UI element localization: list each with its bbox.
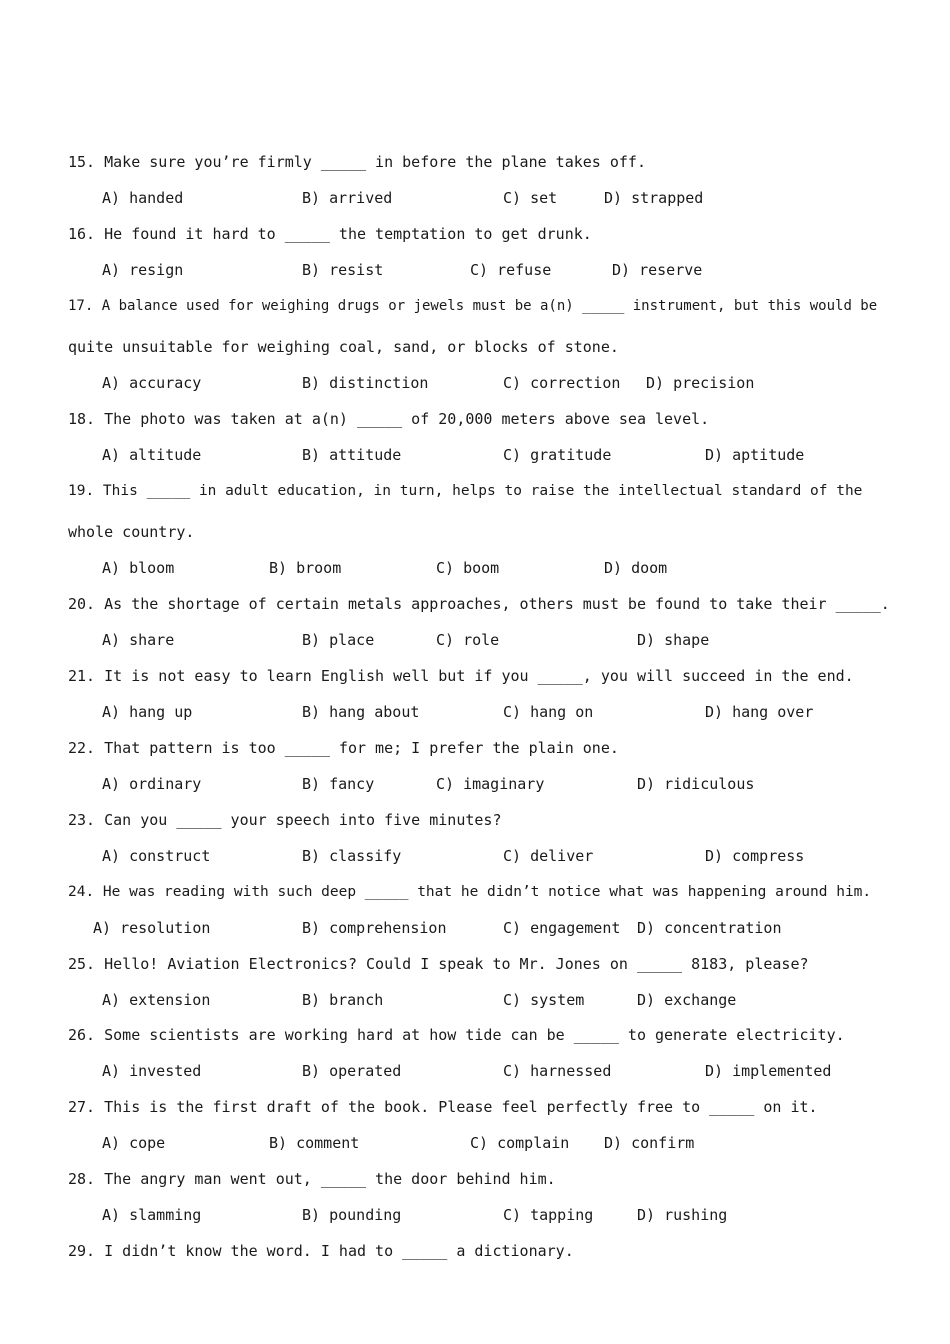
q19-option-a: A) bloom [102, 559, 175, 577]
q21-option-c: C) hang on [503, 703, 594, 721]
q23-option-a: A) construct [102, 847, 211, 865]
question-22: 22. That pattern is too _____ for me; I prefer the plain one. [68, 739, 619, 757]
question-17: 17. A balance used for weighing drugs or jewels must be a(n) _____ instrument, but this would be [68, 298, 878, 314]
q21-option-a: A) hang up [102, 703, 193, 721]
question-19: 19. This _____ in adult education, in turn, helps to raise the intellectual standard of the [68, 483, 863, 499]
q27-option-c: C) complain [470, 1134, 570, 1152]
q25-option-a: A) extension [102, 991, 211, 1009]
q28-option-a: A) slamming [102, 1206, 202, 1224]
q18-option-c: C) gratitude [503, 446, 612, 464]
q24-option-d: D) concentration [637, 919, 782, 937]
q16-option-a: A) resign [102, 261, 184, 279]
q22-option-c: C) imaginary [436, 775, 545, 793]
q16-option-d: D) reserve [612, 261, 703, 279]
question-17-continued: quite unsuitable for weighing coal, sand, or blocks of stone. [68, 338, 619, 356]
q21-option-b: B) hang about [302, 703, 420, 721]
question-18: 18. The photo was taken at a(n) _____ of 20,000 meters above sea level. [68, 410, 710, 428]
q16-option-c: C) refuse [470, 261, 552, 279]
question-24: 24. He was reading with such deep _____ that he didn’t notice what was happening around him. [68, 884, 872, 900]
question-26: 26. Some scientists are working hard at how tide can be _____ to generate electricity. [68, 1026, 845, 1044]
question-20: 20. As the shortage of certain metals approaches, others must be found to take their _____. [68, 595, 890, 613]
q20-option-a: A) share [102, 631, 175, 649]
q23-option-b: B) classify [302, 847, 402, 865]
question-19-continued: whole country. [68, 523, 195, 541]
q26-option-d: D) implemented [705, 1062, 832, 1080]
q15-option-c: C) set [503, 189, 558, 207]
q25-option-d: D) exchange [637, 991, 737, 1009]
q20-option-c: C) role [436, 631, 500, 649]
q28-option-b: B) pounding [302, 1206, 402, 1224]
q22-option-d: D) ridiculous [637, 775, 755, 793]
q15-option-b: B) arrived [302, 189, 393, 207]
question-23: 23. Can you _____ your speech into five minutes? [68, 811, 502, 829]
question-29: 29. I didn’t know the word. I had to _____ a dictionary. [68, 1242, 574, 1260]
q24-option-a: A) resolution [93, 919, 211, 937]
q28-option-d: D) rushing [637, 1206, 728, 1224]
q17-option-d: D) precision [646, 374, 755, 392]
q27-option-d: D) confirm [604, 1134, 695, 1152]
question-27: 27. This is the first draft of the book. Please feel perfectly free to _____ on it. [68, 1098, 818, 1116]
q18-option-b: B) attitude [302, 446, 402, 464]
q22-option-a: A) ordinary [102, 775, 202, 793]
q20-option-d: D) shape [637, 631, 710, 649]
q27-option-a: A) cope [102, 1134, 166, 1152]
q25-option-b: B) branch [302, 991, 384, 1009]
q19-option-b: B) broom [269, 559, 342, 577]
q27-option-b: B) comment [269, 1134, 360, 1152]
question-28: 28. The angry man went out, _____ the door behind him. [68, 1170, 556, 1188]
q28-option-c: C) tapping [503, 1206, 594, 1224]
q23-option-c: C) deliver [503, 847, 594, 865]
q16-option-b: B) resist [302, 261, 384, 279]
q24-option-b: B) comprehension [302, 919, 447, 937]
question-15: 15. Make sure you’re firmly _____ in before the plane takes off. [68, 153, 646, 171]
q21-option-d: D) hang over [705, 703, 814, 721]
q20-option-b: B) place [302, 631, 375, 649]
q15-option-a: A) handed [102, 189, 184, 207]
q23-option-d: D) compress [705, 847, 805, 865]
question-25: 25. Hello! Aviation Electronics? Could I speak to Mr. Jones on _____ 8183, please? [68, 955, 809, 973]
q18-option-d: D) aptitude [705, 446, 805, 464]
q17-option-c: C) correction [503, 374, 621, 392]
q26-option-c: C) harnessed [503, 1062, 612, 1080]
q17-option-a: A) accuracy [102, 374, 202, 392]
question-16: 16. He found it hard to _____ the temptation to get drunk. [68, 225, 592, 243]
q17-option-b: B) distinction [302, 374, 429, 392]
q26-option-b: B) operated [302, 1062, 402, 1080]
q18-option-a: A) altitude [102, 446, 202, 464]
q15-option-d: D) strapped [604, 189, 704, 207]
q19-option-c: C) boom [436, 559, 500, 577]
q24-option-c: C) engagement [503, 919, 621, 937]
q22-option-b: B) fancy [302, 775, 375, 793]
question-21: 21. It is not easy to learn English well but if you _____, you will succeed in the end. [68, 667, 854, 685]
q19-option-d: D) doom [604, 559, 668, 577]
q26-option-a: A) invested [102, 1062, 202, 1080]
q25-option-c: C) system [503, 991, 585, 1009]
